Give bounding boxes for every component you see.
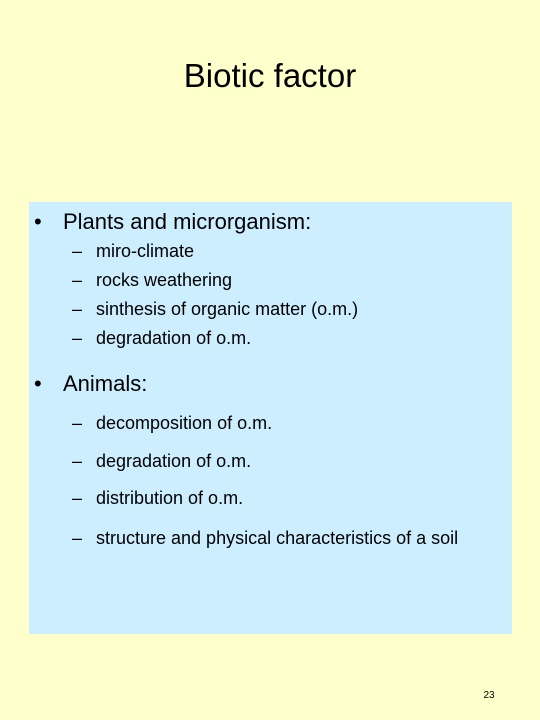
subitem-text: rocks weathering (96, 270, 233, 290)
subitem-text: structure and physical characteristics of a soil (96, 528, 459, 548)
subitem-text: sinthesis of organic matter (o.m.) (96, 299, 359, 319)
subitem (72, 487, 243, 509)
dash-marker: – (72, 488, 83, 508)
subitem-text: distribution of o.m. (96, 488, 244, 508)
dash-marker: – (72, 299, 83, 319)
subitem-text: degradation of o.m. (96, 451, 252, 471)
dash-marker: – (72, 241, 83, 261)
subitem (72, 527, 458, 549)
bullet-text: Plants and microrganism: (63, 209, 312, 234)
subitem (72, 240, 194, 262)
content-box (29, 202, 512, 634)
dash-marker: – (72, 451, 83, 471)
subitem (72, 412, 272, 434)
subitem-text: decomposition of o.m. (96, 413, 273, 433)
subitem-text: degradation of o.m. (96, 328, 252, 348)
bullet-marker: • (34, 209, 42, 234)
bullet-animals (34, 371, 147, 397)
dash-marker: – (72, 528, 83, 548)
subitem (72, 327, 251, 349)
page-number: 23 (483, 690, 495, 701)
subitem (72, 298, 358, 320)
dash-marker: – (72, 413, 83, 433)
subitem (72, 450, 251, 472)
bullet-text: Animals: (63, 371, 148, 396)
bullet-marker: • (34, 371, 42, 396)
dash-marker: – (72, 270, 83, 290)
dash-marker: – (72, 328, 83, 348)
subitem (72, 269, 232, 291)
subitem-text: miro-climate (96, 241, 195, 261)
bullet-plants (34, 209, 311, 235)
slide-title: Biotic factor (183, 57, 357, 94)
